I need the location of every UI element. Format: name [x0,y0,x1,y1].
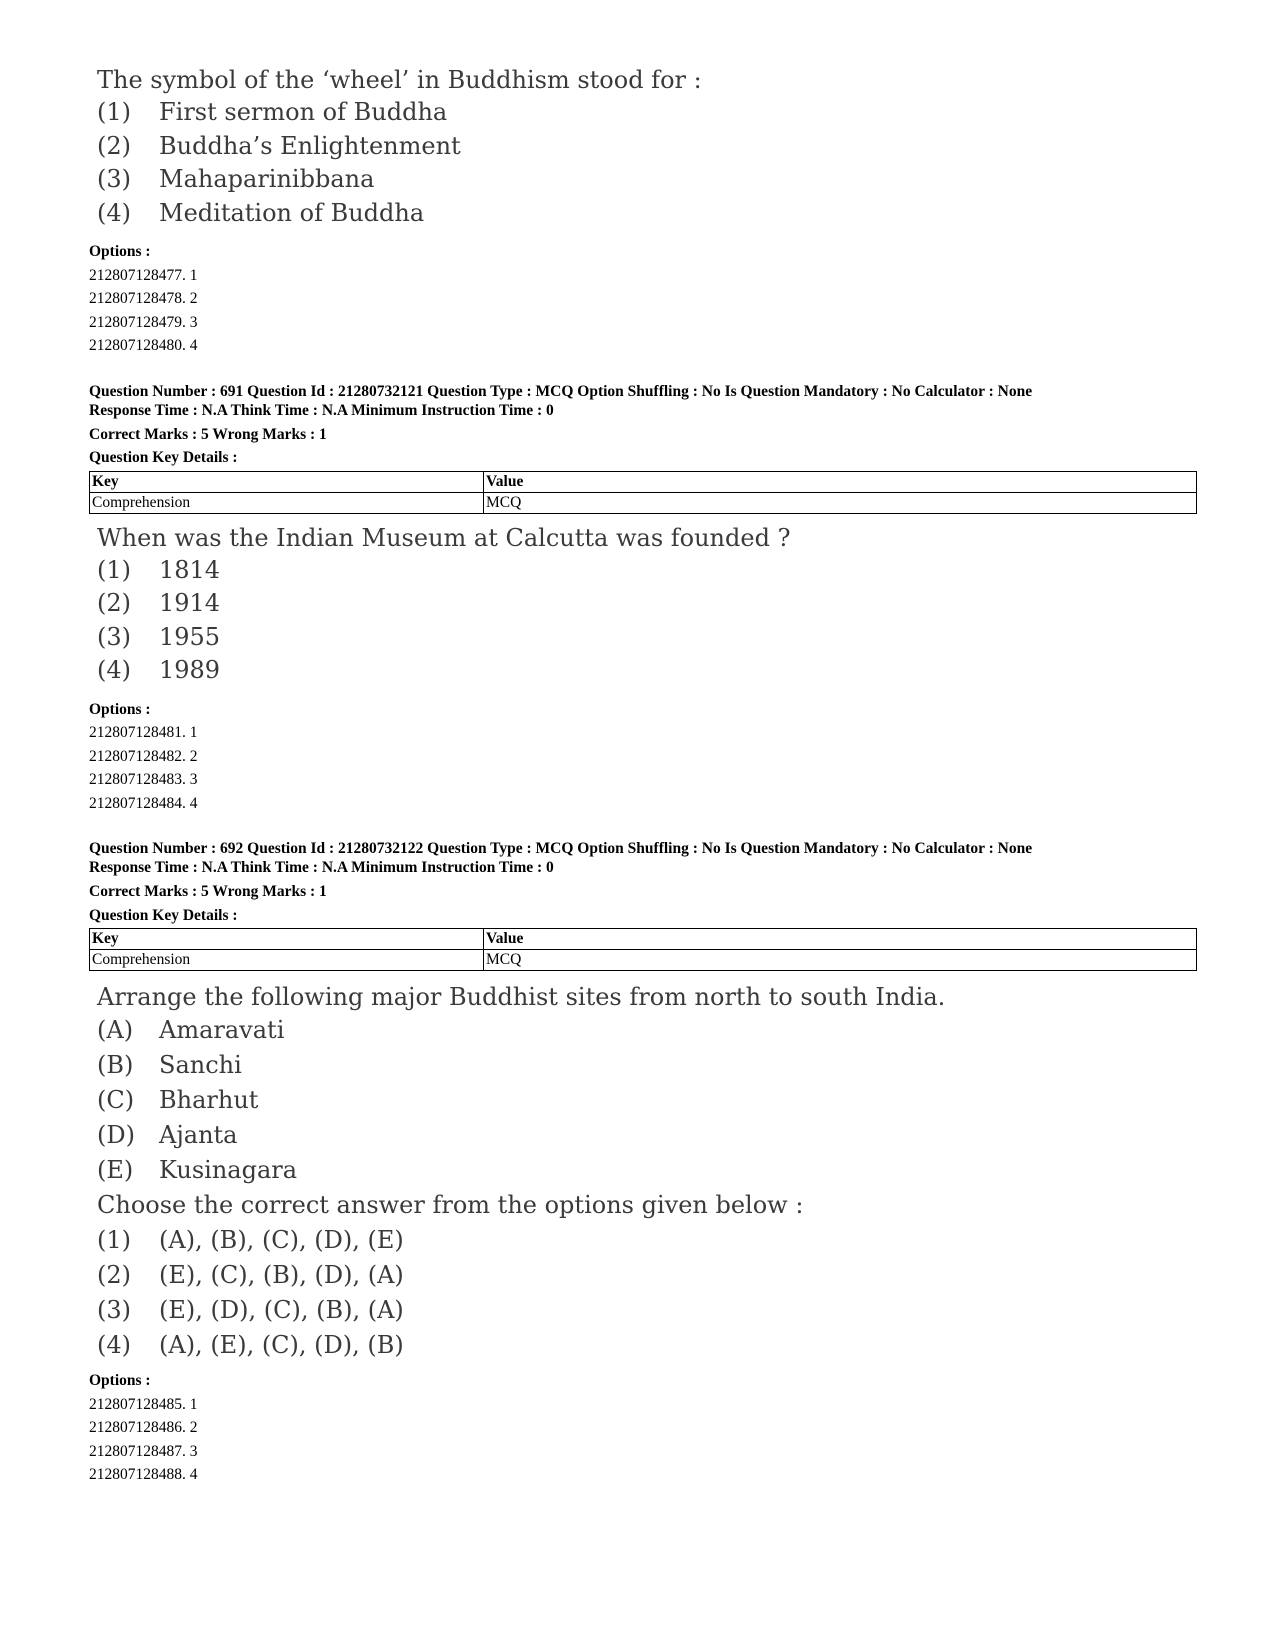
options-list [89,264,1199,358]
question-choice: (4) Meditation of Buddha [97,198,425,227]
marks-line: Correct Marks : 5 Wrong Marks : 1 [89,883,327,900]
table-header-row [90,471,1197,492]
option-item: 212807128487. 3 [89,1442,198,1460]
choose-instruction: Choose the correct answer from the options given below : [97,1191,804,1219]
question-choice: (C) Bharhut [97,1086,259,1114]
document-page [89,64,1199,1487]
question-stem: The symbol of the ‘wheel’ in Buddhism stood for : [97,66,702,94]
table-header-row [90,929,1197,950]
option-item: 212807128480. 4 [89,337,198,354]
table-header-key: Key [90,471,484,492]
question-image [89,981,1199,1363]
question-meta [89,382,1199,420]
table-header-key: Key [90,929,484,950]
option-item: 212807128477. 1 [89,266,198,284]
option-item: 212807128483. 3 [89,771,198,788]
answer-choice: (2) (E), (C), (B), (D), (A) [97,1261,404,1289]
option-item: 212807128481. 1 [89,724,198,741]
question-block-691 [89,382,1199,816]
key-details-label: Question Key Details : [89,449,238,466]
options-label: Options : [89,1372,151,1389]
option-item: 212807128484. 4 [89,794,198,812]
question-choice: (A) Amaravati [97,1016,285,1044]
meta-line-1: Question Number : 692 Question Id : 21280732122 Question Type : MCQ Option Shuffling : No Is Question Mandatory : No Calculator : None [89,840,1033,857]
table-row [90,492,1197,513]
table-cell-value: MCQ [484,492,1197,513]
question-choice: (1) First sermon of Buddha [97,98,448,126]
meta-line-1: Question Number : 691 Question Id : 21280732121 Question Type : MCQ Option Shuffling : No Is Question Mandatory : No Calculator : None [89,382,1033,400]
question-choice: (E) Kusinagara [97,1156,298,1184]
option-item: 212807128478. 2 [89,290,198,307]
option-item: 212807128482. 2 [89,747,198,765]
key-details-table [89,928,1197,971]
table-row [90,950,1197,971]
option-item: 212807128479. 3 [89,313,198,331]
question-choice: (D) Ajanta [97,1121,238,1149]
answer-choice: (3) (E), (D), (C), (B), (A) [97,1296,404,1324]
table-cell-key: Comprehension [90,950,484,971]
option-item: 212807128485. 1 [89,1395,198,1413]
question-image [89,522,1199,688]
question-meta [89,839,1199,877]
meta-line-2: Response Time : N.A Think Time : N.A Minimum Instruction Time : 0 [89,401,554,419]
question-choice: (1) 1814 [97,555,221,584]
question-choice: (2) 1914 [97,589,221,617]
question-image [89,64,1199,230]
options-list [89,721,1199,815]
table-cell-value: MCQ [484,950,1197,971]
question-choice: (B) Sanchi [97,1051,242,1079]
key-details-label: Question Key Details : [89,906,238,924]
question-choice: (3) Mahaparinibbana [97,165,375,193]
options-label: Options : [89,700,151,718]
key-details-table [89,471,1197,514]
question-choice: (2) Buddha’s Enlightenment [97,131,461,160]
question-stem: Arrange the following major Buddhist sites from north to south India. [97,983,946,1011]
question-choice: (3) 1955 [97,622,221,651]
table-header-value: Value [484,471,1197,492]
question-block-692 [89,839,1199,1487]
marks-line: Correct Marks : 5 Wrong Marks : 1 [89,425,327,443]
question-block-690 [89,64,1199,358]
question-stem: When was the Indian Museum at Calcutta was founded ? [97,523,791,552]
options-label: Options : [89,243,151,260]
answer-choice: (4) (A), (E), (C), (D), (B) [97,1331,404,1359]
table-cell-key: Comprehension [90,492,484,513]
option-item: 212807128488. 4 [89,1466,198,1483]
table-header-value: Value [484,929,1197,950]
question-choice: (4) 1989 [97,656,221,684]
option-item: 212807128486. 2 [89,1419,198,1436]
meta-line-2: Response Time : N.A Think Time : N.A Minimum Instruction Time : 0 [89,859,554,876]
answer-choice: (1) (A), (B), (C), (D), (E) [97,1226,404,1254]
options-list [89,1393,1199,1487]
